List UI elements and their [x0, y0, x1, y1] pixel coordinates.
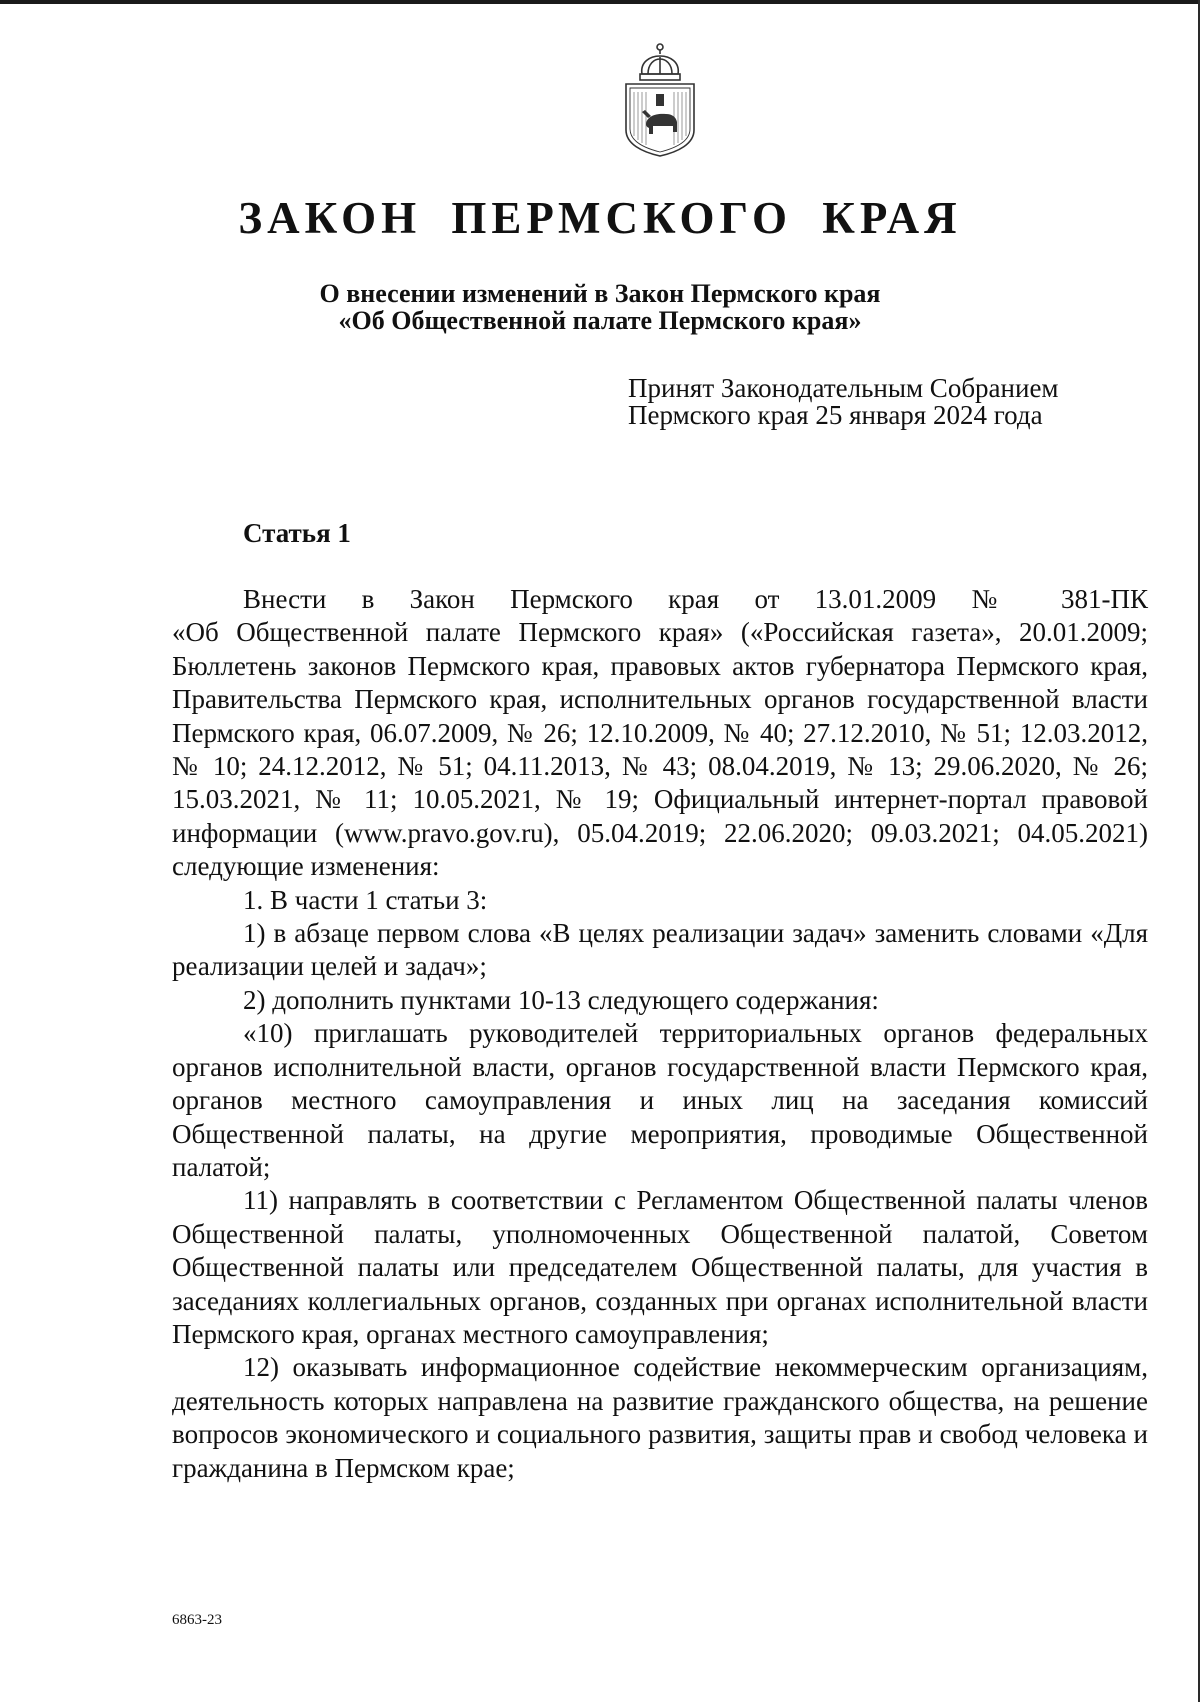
perm-krai-coat-of-arms-icon [620, 40, 700, 158]
article-body [172, 583, 1148, 1485]
paragraph: 11) направлять в соответствии с Регламентом Общественной палаты членов Общественной палаты, уполномоченных Общественной палатой, Советом Общественной палаты или председателем Общественной палаты, для участия в заседаниях коллегиальных органов, созданных при органах исполнительной власти Пермского края, органах местного самоуправления; [172, 1185, 1148, 1349]
paragraph: 1. В части 1 статьи 3: [243, 884, 488, 915]
adoption-line: Пермского края 25 января 2024 года [628, 400, 1043, 430]
adoption-note [628, 375, 1108, 429]
paragraph: 2) дополнить пунктами 10-13 следующего содержания: [243, 984, 879, 1015]
subtitle-line: «Об Общественной палате Пермского края» [338, 306, 862, 335]
paragraph: 1) в абзаце первом слова «В целях реализации задач» заменить словами «Для реализации целей и задач»; [172, 918, 1148, 982]
paragraph: Внести в Закон Пермского края от 13.01.2009 № 381-ПК [243, 584, 1148, 614]
scan-edge-top [0, 0, 1200, 4]
subtitle-line: О внесении изменений в Закон Пермского края [319, 279, 881, 308]
adoption-line: Принят Законодательным Собранием [628, 373, 1059, 403]
document-title: ЗАКОН ПЕРМСКОГО КРАЯ [238, 193, 962, 243]
paragraph: 12) оказывать информационное содействие некоммерческим организациям, деятельность которых направлена на развитие гражданского общества, на решение вопросов экономического и социального развития, защиты прав и свобод человека и гражданина в Пермском крае; [172, 1352, 1148, 1483]
document-code: 6863-23 [172, 1612, 222, 1628]
document-subtitle [0, 280, 1200, 334]
paragraph: «10) приглашать руководителей территориальных органов федеральных органов исполнительной власти, органов государственной власти Пермского края, органов местного самоуправления и иных лиц на заседания комиссий Общественной палаты, на другие мероприятия, проводимые Общественной палатой; [172, 1018, 1148, 1182]
paragraph: «Об Общественной палате Пермского края» («Российская газета», 20.01.2009; Бюллетень законов Пермского края, правовых актов губернатора Пермского края, Правительства Пермского края, исполнительных органов государственной власти Пермского края, 06.07.2009, № 26; 12.10.2009, № 40; 27.12.2010, № 51; 12.03.2012, № 10; 24.12.2012, № 51; 04.11.2013, № 43; 08.04.2019, № 13; 29.06.2020, № 26; 15.03.2021, № 11; 10.05.2021, № 19; Официальный интернет-портал правовой информации (www.pravo.gov.ru), 05.04.2019; 22.06.2020; 09.03.2021; 04.05.2021) следующие изменения: [172, 617, 1148, 882]
article-title: Статья 1 [243, 518, 351, 548]
